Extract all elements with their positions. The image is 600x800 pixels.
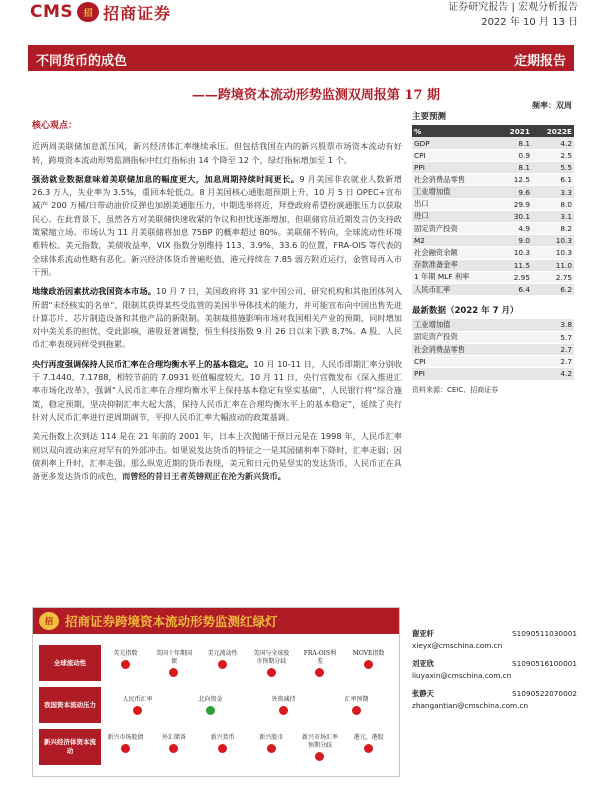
forecast-row bbox=[412, 247, 574, 259]
forecast-indicator: 工业增加值 bbox=[412, 186, 497, 198]
forecast-value: 9.6 bbox=[497, 186, 532, 198]
dashboard-title: 招商证券跨境资本流动形势监测红绿灯 bbox=[65, 614, 278, 629]
forecast-header: 2022E bbox=[532, 125, 574, 137]
forecast-table bbox=[412, 125, 574, 296]
latest-data-table bbox=[412, 319, 574, 380]
analyst-name: 谢亚轩 bbox=[412, 629, 434, 638]
red-light-icon bbox=[267, 668, 276, 677]
paragraph-4-text: 10 月 10-11 日，人民币即期汇率分别收于 7.1440、7.1788，相较节前的 7.0931 贬值幅度较大。10 月 11 日，央行官微发布《深入推进汇率市场化改革》，强调“人民币汇率在合理均衡水平上保持基本稳定有坚实基础”，人民银行将“综合施策，稳定预期，坚决抑制汇率大起大落，保持人民币汇率在合理均衡水平上的基本稳定”，延续了央行针对人民币汇率进行逆周期调节，平抑人民币汇率大幅波动的政策基调。 bbox=[32, 358, 402, 422]
forecast-row bbox=[412, 235, 574, 247]
latest-value: 3.8 bbox=[538, 319, 574, 331]
forecast-row bbox=[412, 259, 574, 271]
dashboard-row bbox=[39, 684, 393, 726]
analyst-row bbox=[412, 688, 577, 700]
latest-indicator: 工业增加值 bbox=[412, 319, 538, 331]
forecast-row bbox=[412, 210, 574, 222]
traffic-light-dashboard bbox=[32, 607, 400, 777]
forecast-indicator: 出口 bbox=[412, 198, 497, 210]
company-logo bbox=[30, 0, 171, 24]
forecast-value: 10.3 bbox=[532, 235, 574, 247]
indicator-label: MOVE指数 bbox=[352, 649, 385, 657]
indicator-label: 港元、港股 bbox=[353, 733, 384, 741]
data-source: 资料来源：CEIC、招商证券 bbox=[412, 385, 499, 394]
latest-value: 2.7 bbox=[538, 356, 574, 368]
latest-indicator: PPI bbox=[412, 368, 538, 380]
latest-row bbox=[412, 319, 574, 331]
red-light-icon bbox=[169, 668, 178, 677]
red-light-icon bbox=[364, 744, 373, 753]
logo-mark-icon: 招 bbox=[77, 2, 99, 22]
indicator-label: 美国十年期国债 bbox=[155, 649, 192, 665]
indicator-label: FRA-OIS利差 bbox=[303, 649, 337, 665]
forecast-row bbox=[412, 198, 574, 210]
indicator-label: 美元流动性 bbox=[207, 649, 238, 657]
dashboard-header bbox=[33, 608, 399, 634]
forecast-value: 9.0 bbox=[497, 235, 532, 247]
red-light-icon bbox=[364, 660, 373, 669]
forecast-value: 8.0 bbox=[532, 198, 574, 210]
paragraph-1 bbox=[32, 140, 402, 167]
forecast-indicator: 社会消费品零售 bbox=[412, 174, 497, 186]
red-light-icon bbox=[352, 706, 361, 715]
paragraph-5-conclusion: 而曾经的昔日王者英镑则正在沦为新兴货币。 bbox=[122, 471, 286, 482]
analyst-license-id: S1090522070002 bbox=[512, 689, 577, 698]
forecast-value: 2.95 bbox=[497, 271, 532, 283]
forecast-value: 4.9 bbox=[497, 223, 532, 235]
forecast-row bbox=[412, 223, 574, 235]
paragraph-1-text: 近两周美联储加息派压风，新兴经济体汇率继续承压。但包括我国在内的新兴股票市场资本流动有好转，跨境资本流动形势监测指标中红灯指标由 14 个降至 12 个，绿灯指标增加至 1 个。 bbox=[32, 141, 402, 165]
dashboard-row bbox=[39, 726, 393, 768]
dashboard-body bbox=[33, 634, 399, 768]
title-banner bbox=[28, 45, 574, 71]
dashboard-logo-icon: 招 bbox=[39, 612, 59, 630]
analyst-license-id: S1090511030001 bbox=[512, 629, 577, 638]
red-light-icon bbox=[279, 706, 288, 715]
paragraph-5 bbox=[32, 430, 402, 483]
latest-row bbox=[412, 356, 574, 368]
red-light-icon bbox=[218, 744, 227, 753]
dashboard-indicator bbox=[252, 734, 290, 761]
dashboard-row bbox=[39, 642, 393, 684]
dashboard-row-label: 我国资本流动压力 bbox=[39, 687, 101, 723]
red-light-icon bbox=[169, 744, 178, 753]
analyst-license-id: S1090516100001 bbox=[512, 659, 577, 668]
forecast-indicator: 进口 bbox=[412, 210, 497, 222]
latest-indicator: 固定资产投资 bbox=[412, 331, 538, 343]
dashboard-indicator bbox=[204, 650, 242, 677]
forecast-header-row bbox=[412, 125, 574, 137]
dashboard-indicator bbox=[265, 696, 303, 715]
forecast-value: 3.1 bbox=[532, 210, 574, 222]
key-points-label: 核心观点： bbox=[32, 121, 78, 131]
dashboard-indicator bbox=[106, 734, 144, 761]
forecast-row bbox=[412, 137, 574, 149]
analyst-email: liuyaxin@cmschina.com.cn bbox=[412, 671, 512, 680]
paragraph-3 bbox=[32, 285, 402, 351]
analyst-email: xieyx@cmschina.com.cn bbox=[412, 641, 503, 650]
forecast-indicator: 人民币汇率 bbox=[412, 283, 497, 295]
forecast-value: 11.0 bbox=[532, 259, 574, 271]
forecast-header: 2021 bbox=[497, 125, 532, 137]
forecast-indicator: 固定资产投资 bbox=[412, 223, 497, 235]
report-category: 定期报告 bbox=[513, 54, 566, 69]
forecast-indicator: 1 年期 MLF 利率 bbox=[412, 271, 497, 283]
red-light-icon bbox=[121, 660, 130, 669]
indicator-label: 北向资金 bbox=[198, 695, 223, 703]
forecast-value: 30.1 bbox=[497, 210, 532, 222]
forecast-header: % bbox=[412, 125, 497, 137]
sidebar bbox=[412, 110, 574, 395]
main-body bbox=[32, 120, 402, 489]
dashboard-indicator bbox=[155, 734, 193, 761]
forecast-value: 2.5 bbox=[532, 149, 574, 161]
red-light-icon bbox=[121, 744, 130, 753]
red-light-icon bbox=[315, 668, 324, 677]
forecast-value: 12.5 bbox=[497, 174, 532, 186]
forecast-value: 6.4 bbox=[497, 283, 532, 295]
latest-value: 5.7 bbox=[538, 331, 574, 343]
forecast-value: 6.1 bbox=[532, 174, 574, 186]
indicator-label: 新兴货币 bbox=[210, 733, 235, 741]
report-date: 2022 年 10 月 13 日 bbox=[481, 17, 578, 28]
dashboard-indicator bbox=[155, 650, 193, 677]
indicator-label: 新兴股市 bbox=[259, 733, 284, 741]
forecast-row bbox=[412, 174, 574, 186]
forecast-row bbox=[412, 283, 574, 295]
dashboard-indicator bbox=[106, 650, 144, 677]
paragraph-5-text: 美元指数上次到达 114 是在 21 年前的 2001 年，日本上次抛储干预日元是在 1998 年，人民币汇率则以双向波动来应对罕有的外部冲击。如果说发达货币的特征之一是其园储利率下降时，汇率走弱；因债利率上升时，汇率走强。那么纵览近期的货币表现，美元和日元仍是坚实的发达货币，人民币正在具备更多发达货币的成色， bbox=[32, 431, 402, 482]
indicator-label: 新兴市场汇率预期分歧 bbox=[301, 733, 338, 749]
report-type: 证券研究报告 | 宏观分析报告 bbox=[448, 2, 578, 13]
logo-cms-text: CMS bbox=[30, 2, 74, 22]
dashboard-row-label: 新兴经济体资本流动 bbox=[39, 729, 101, 765]
indicator-label: 汇率预期 bbox=[344, 695, 369, 703]
forecast-indicator: GDP bbox=[412, 137, 497, 149]
indicator-label: 外资减持 bbox=[271, 695, 296, 703]
forecast-row bbox=[412, 186, 574, 198]
forecast-value: 10.3 bbox=[532, 247, 574, 259]
dashboard-indicator bbox=[338, 696, 376, 715]
latest-indicator: CPI bbox=[412, 356, 538, 368]
dashboard-row-label: 全球流动性 bbox=[39, 645, 101, 681]
paragraph-4-lead: 央行再度强调保持人民币汇率在合理均衡水平上的基本稳定。 bbox=[32, 358, 254, 369]
report-title: 不同货币的成色 bbox=[36, 54, 128, 69]
forecast-value: 5.5 bbox=[532, 162, 574, 174]
latest-row bbox=[412, 344, 574, 356]
forecast-value: 8.1 bbox=[497, 137, 532, 149]
forecast-value: 2.75 bbox=[532, 271, 574, 283]
forecast-value: 0.9 bbox=[497, 149, 532, 161]
latest-value: 2.7 bbox=[538, 344, 574, 356]
logo-cn-text: 招商证券 bbox=[103, 3, 172, 23]
forecast-value: 29.9 bbox=[497, 198, 532, 210]
paragraph-3-lead: 地缘政治因素扰动我国资本市场。 bbox=[32, 286, 156, 297]
indicator-label: 人民币汇率 bbox=[122, 695, 153, 703]
forecast-indicator: CPI bbox=[412, 149, 497, 161]
indicator-label: 外汇储备 bbox=[161, 733, 186, 741]
indicator-label: 美元指数 bbox=[113, 649, 138, 657]
report-subtitle: ——跨境资本流动形势监测双周报第 17 期 bbox=[191, 88, 440, 103]
paragraph-3-text: 10 月 7 日，美国政府将 31 家中国公司、研究机构和其他团体列入所谓“未经核实的名单”，限制其获得某些受监管的美国半导体技术的能力，并可能宣布向中国出售先进计算芯片、芯片制造设备和其他产品的新限制。美制裁措施影响市场对我国相关产业的预期，同时增加对中美关系的担忧，受此影响，港股显著调整，恒生科技指数 9 月 26 日以来下跌 8.7%。A 股、人民币汇率表现同样受到拖累。 bbox=[32, 286, 402, 350]
red-light-icon bbox=[267, 744, 276, 753]
dashboard-indicator bbox=[204, 734, 242, 761]
analyst-list bbox=[412, 628, 577, 718]
header-meta bbox=[448, 0, 578, 30]
red-light-icon bbox=[315, 752, 324, 761]
forecast-value: 4.2 bbox=[532, 137, 574, 149]
analyst-row bbox=[412, 658, 577, 670]
dashboard-indicator bbox=[350, 734, 388, 761]
dashboard-indicator bbox=[252, 650, 290, 677]
forecast-indicator: PPI bbox=[412, 162, 497, 174]
forecast-indicator: M2 bbox=[412, 235, 497, 247]
indicator-label: 新兴市场股债 bbox=[107, 733, 144, 741]
red-light-icon bbox=[133, 706, 142, 715]
dashboard-indicator bbox=[350, 650, 388, 677]
report-frequency: 频率：双周 bbox=[532, 101, 572, 110]
analyst-email: zhangantian@cmschina.com.cn bbox=[412, 701, 529, 710]
forecast-indicator: 存款准备金率 bbox=[412, 259, 497, 271]
red-light-icon bbox=[218, 660, 227, 669]
forecast-value: 8.1 bbox=[497, 162, 532, 174]
latest-indicator: 社会消费品零售 bbox=[412, 344, 538, 356]
analyst-row bbox=[412, 628, 577, 640]
paragraph-2-lead: 强劲就业数据意味着美联储加息的幅度更大，加息周期持续时间更长。 bbox=[32, 173, 300, 184]
latest-row bbox=[412, 368, 574, 380]
forecast-value: 8.2 bbox=[532, 223, 574, 235]
forecast-value: 6.2 bbox=[532, 283, 574, 295]
forecast-title: 主要预测 bbox=[412, 112, 447, 122]
latest-data-title: 最新数据（2022 年 7 月） bbox=[412, 306, 519, 317]
forecast-indicator: 社会融资余额 bbox=[412, 247, 497, 259]
analyst-name: 张静天 bbox=[412, 689, 434, 698]
paragraph-2-text: 9 月美国非农就业人数新增 26.3 万人，失业率为 3.5%，重回本轮低点。8 月美国核心通胀超预期上升，10 月 5 日 OPEC+宣布减产 200 万桶/日带动油价反弹也加剧美通胀压力，中期选举将近，拜登政府希望扮演通胀压力以获取民心。在此背景下，虽然各方对美联储快速收紧的争议和担忧逐渐增加，但联储官员近期发言仍支持政策紧缩立场。市场认为 11 月美联储将加息 75BP 的概率超过 80%。美联储不转向，全球流动性环境难转松。美元指数，美债收益率，VIX 指数分别维持 113、3.9%、33.6 的位置，FRA-OIS 等代表的全球体系流动性略有恶化。新兴经济体货币普遍贬值，港元持续在 7.85 弱方附近运行，金管局再入市干预。 bbox=[32, 173, 402, 277]
forecast-row bbox=[412, 271, 574, 283]
forecast-row bbox=[412, 162, 574, 174]
forecast-value: 10.3 bbox=[497, 247, 532, 259]
latest-row bbox=[412, 331, 574, 343]
paragraph-2 bbox=[32, 173, 402, 279]
dashboard-indicator bbox=[119, 696, 157, 715]
forecast-row bbox=[412, 149, 574, 161]
dashboard-indicator bbox=[301, 650, 339, 677]
analyst-name: 刘亚欣 bbox=[412, 659, 434, 668]
forecast-value: 3.3 bbox=[532, 186, 574, 198]
indicator-label: 美国与全球股市预期分歧 bbox=[253, 649, 290, 665]
dashboard-indicator bbox=[301, 734, 339, 761]
forecast-value: 11.5 bbox=[497, 259, 532, 271]
page-header bbox=[0, 0, 600, 28]
green-light-icon bbox=[206, 706, 215, 715]
latest-value: 4.2 bbox=[538, 368, 574, 380]
dashboard-indicator bbox=[192, 696, 230, 715]
paragraph-4 bbox=[32, 358, 402, 424]
